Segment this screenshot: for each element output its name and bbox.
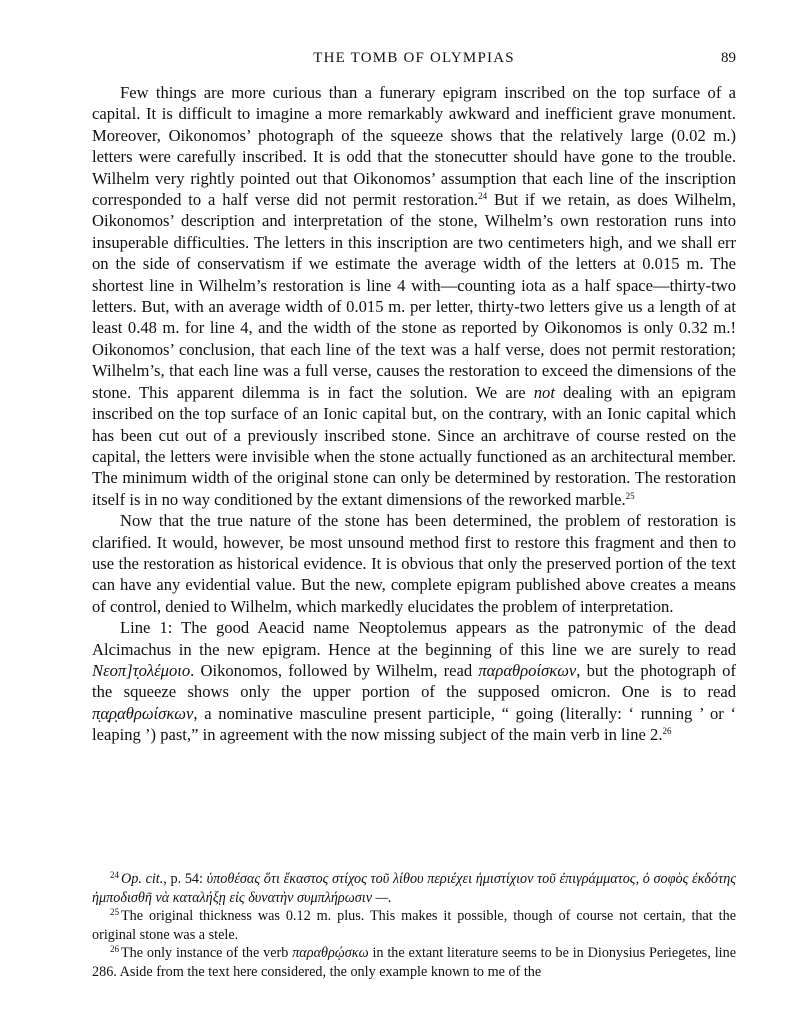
- text-run: The original thickness was 0.12 m. plus. This makes it possible, though of course not certain, that the original stone was a stele.: [92, 908, 736, 943]
- main-text: [92, 82, 736, 746]
- footnotes: [92, 870, 736, 982]
- text-run: But if we retain, as does Wilhelm, Oikonomos’ description and interpretation of the stone, Wilhelm’s own restoration runs into insuperable difficulties. The letters in this inscription are two centimeters high, and we shall err on the side of conservatism if we estimate the average width of the letters at 0.015 m. The shortest line in Wilhelm’s restoration is line 4 with—counting iota as a half space—thirty-two letters. But, with an average width of 0.015 m. per letter, thirty-two letters give us a length of at least 0.48 m. for line 4, and the width of the stone as reported by Oikonomos is only 0.32 m.! Oikonomos’ conclusion, that each line of the text was a half verse, does not permit restoration; Wilhelm’s, that each line was a full verse, causes the restoration to exceed the dimensions of the stone. This apparent dilemma is in fact the solution. We are: [92, 190, 736, 402]
- footnote-number: 25: [110, 907, 119, 918]
- text-run: Now that the true nature of the stone has been determined, the problem of restoration is clarified. It would, however, be most unsound method first to restore this fragment and then to use the restoration as historical evidence. It is obvious that only the preserved portion of the text can have any evidential value. But the new, complete epigram published above creates a means of control, denied to Wilhelm, which markedly elucidates the problem of interpretation.: [92, 511, 736, 616]
- footnote-number: 24: [110, 870, 119, 880]
- text-run: , but the photograph of the squeeze shows only the upper portion of the supposed omicron. One is to read: [92, 660, 736, 702]
- text-run: , a nominative masculine present participle, “ going (literally: ‘ running ’ or ‘ leaping ’) past,” in agreement with the now missing subject of the main verb in line 2.: [92, 703, 736, 745]
- text-run: dealing with an epigram inscribed on the top surface of an Ionic capital but, on the contrary, with an Ionic capital which has been cut out of a previously inscribed stone. Since an architrave of course rested on the capital, the letters were invisible when the stone actually functioned as an architectural member. The minimum width of the original stone can only be determined by restoration. The restoration itself is in no way conditioned by the extant dimensions of the reworked marble.: [92, 382, 736, 509]
- emphasis: Op. cit.: [121, 871, 164, 887]
- running-header: [92, 50, 736, 70]
- text-run: Few things are more curious than a funerary epigram inscribed on the top surface of a capital. It is difficult to imagine a more remarkably awkward and inefficient grave monument. Moreover, Oikonomos’ photograph of the squeeze shows that the relatively large (0.02 m.) letters were carefully inscribed. It is odd that the stonecutter should have gone to the trouble. Wilhelm very rightly pointed out that Oikonomos’ assumption that each line of the inscription corresponded to a half verse did not permit restoration.: [92, 83, 736, 210]
- greek-text: π̣α̣ρ̣αθρωίσκων: [92, 703, 194, 723]
- emphasis: not: [533, 382, 555, 402]
- footnote-ref: 25: [625, 490, 635, 501]
- text-run: , p. 54:: [163, 871, 207, 887]
- text-run: in the extant literature seems to be in Dionysius Periegetes, line 286. Aside from the text here considered, the only example known to me of the: [92, 945, 736, 980]
- greek-text: Νεοπ]τ̣ολέμοιο: [92, 660, 191, 680]
- text-run: The only instance of the verb: [121, 945, 293, 962]
- footnote-26: [92, 944, 736, 981]
- greek-text: παραθροίσκων: [478, 660, 577, 680]
- greek-text: παραθρῴσκω: [292, 945, 369, 962]
- footnote-ref: 26: [662, 726, 672, 737]
- text-run: . Oikonomos, followed by Wilhelm, read: [190, 660, 479, 680]
- running-title: THE TOMB OF OLYMPIAS: [313, 50, 515, 66]
- footnote-24: [92, 870, 736, 907]
- footnote-ref: 24: [478, 191, 488, 202]
- page-number: 89: [721, 50, 736, 66]
- paragraph-3: [92, 617, 736, 745]
- greek-text: ὑποθέσας ὅτι ἕκαστος στίχος τοῦ λίθου περιέχει ἡμιστίχιον τοῦ ἐπιγράμματος, ὁ σοφὸς ἐκδότης ἠμποδισθῆ νὰ καταλήξῃ εἰς δυνατὴν συμπλήρωσιν —.: [92, 871, 736, 906]
- paragraph-2: [92, 510, 736, 617]
- footnote-number: 26: [110, 944, 119, 955]
- text-run: Line 1: The good Aeacid name Neoptolemus appears as the patronymic of the dead Alcimachus in the new epigram. Hence at the beginning of this line we are surely to read: [92, 618, 736, 659]
- paragraph-1: [92, 82, 736, 510]
- footnote-25: [92, 907, 736, 944]
